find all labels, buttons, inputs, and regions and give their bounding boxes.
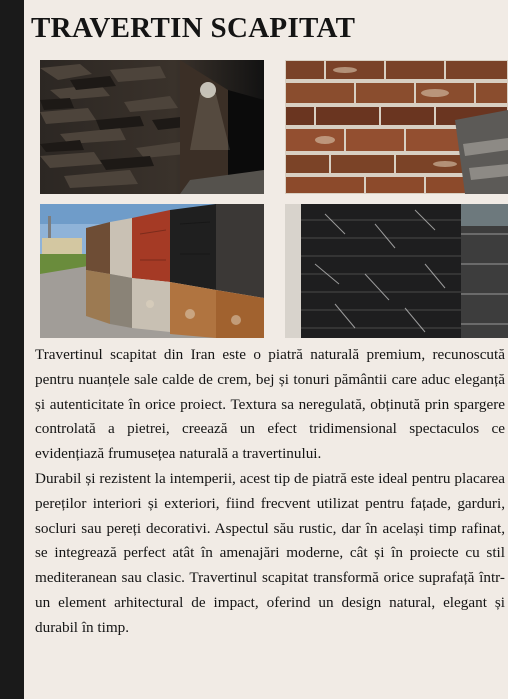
red-travertine-steps-photo (285, 60, 508, 194)
document-page (24, 0, 508, 699)
page-title: TRAVERTIN SCAPITAT (31, 12, 356, 44)
body-text (35, 343, 505, 641)
dark-split-stone-wall-photo (40, 60, 264, 194)
black-marble-split-wall-photo (285, 204, 508, 338)
stone-sample-panels-photo (40, 204, 264, 338)
paragraph-1: Travertinul scapitat din Iran este o piatră naturală premium, recunoscută pentru nuanțele sale calde de crem, bej și tonuri pământii care aduc eleganță și autenticitate în orice proiect. Textura sa neregulată, obținută prin spargere controlată a pietrei, creează un efect tridimensional spectaculos ce evidențiază frumusețea naturală a travertinului. (35, 346, 505, 463)
paragraph-2: Durabil și rezistent la intemperii, acest tip de piatră este ideal pentru placarea pereților interiori și exteriori, fiind frecvent utilizat pentru fațade, garduri, socluri sau pereți decorativi. Aspectul său rustic, dar în același timp rafinat, se integrează perfect atât în amenajări moderne, cât și în proiecte cu stil mediteranean sau clasic. Travertinul scapitat transformă orice suprafață într-un element arhitectural de impact, oferind un design natural, elegant și durabil în timp. (35, 469, 505, 636)
